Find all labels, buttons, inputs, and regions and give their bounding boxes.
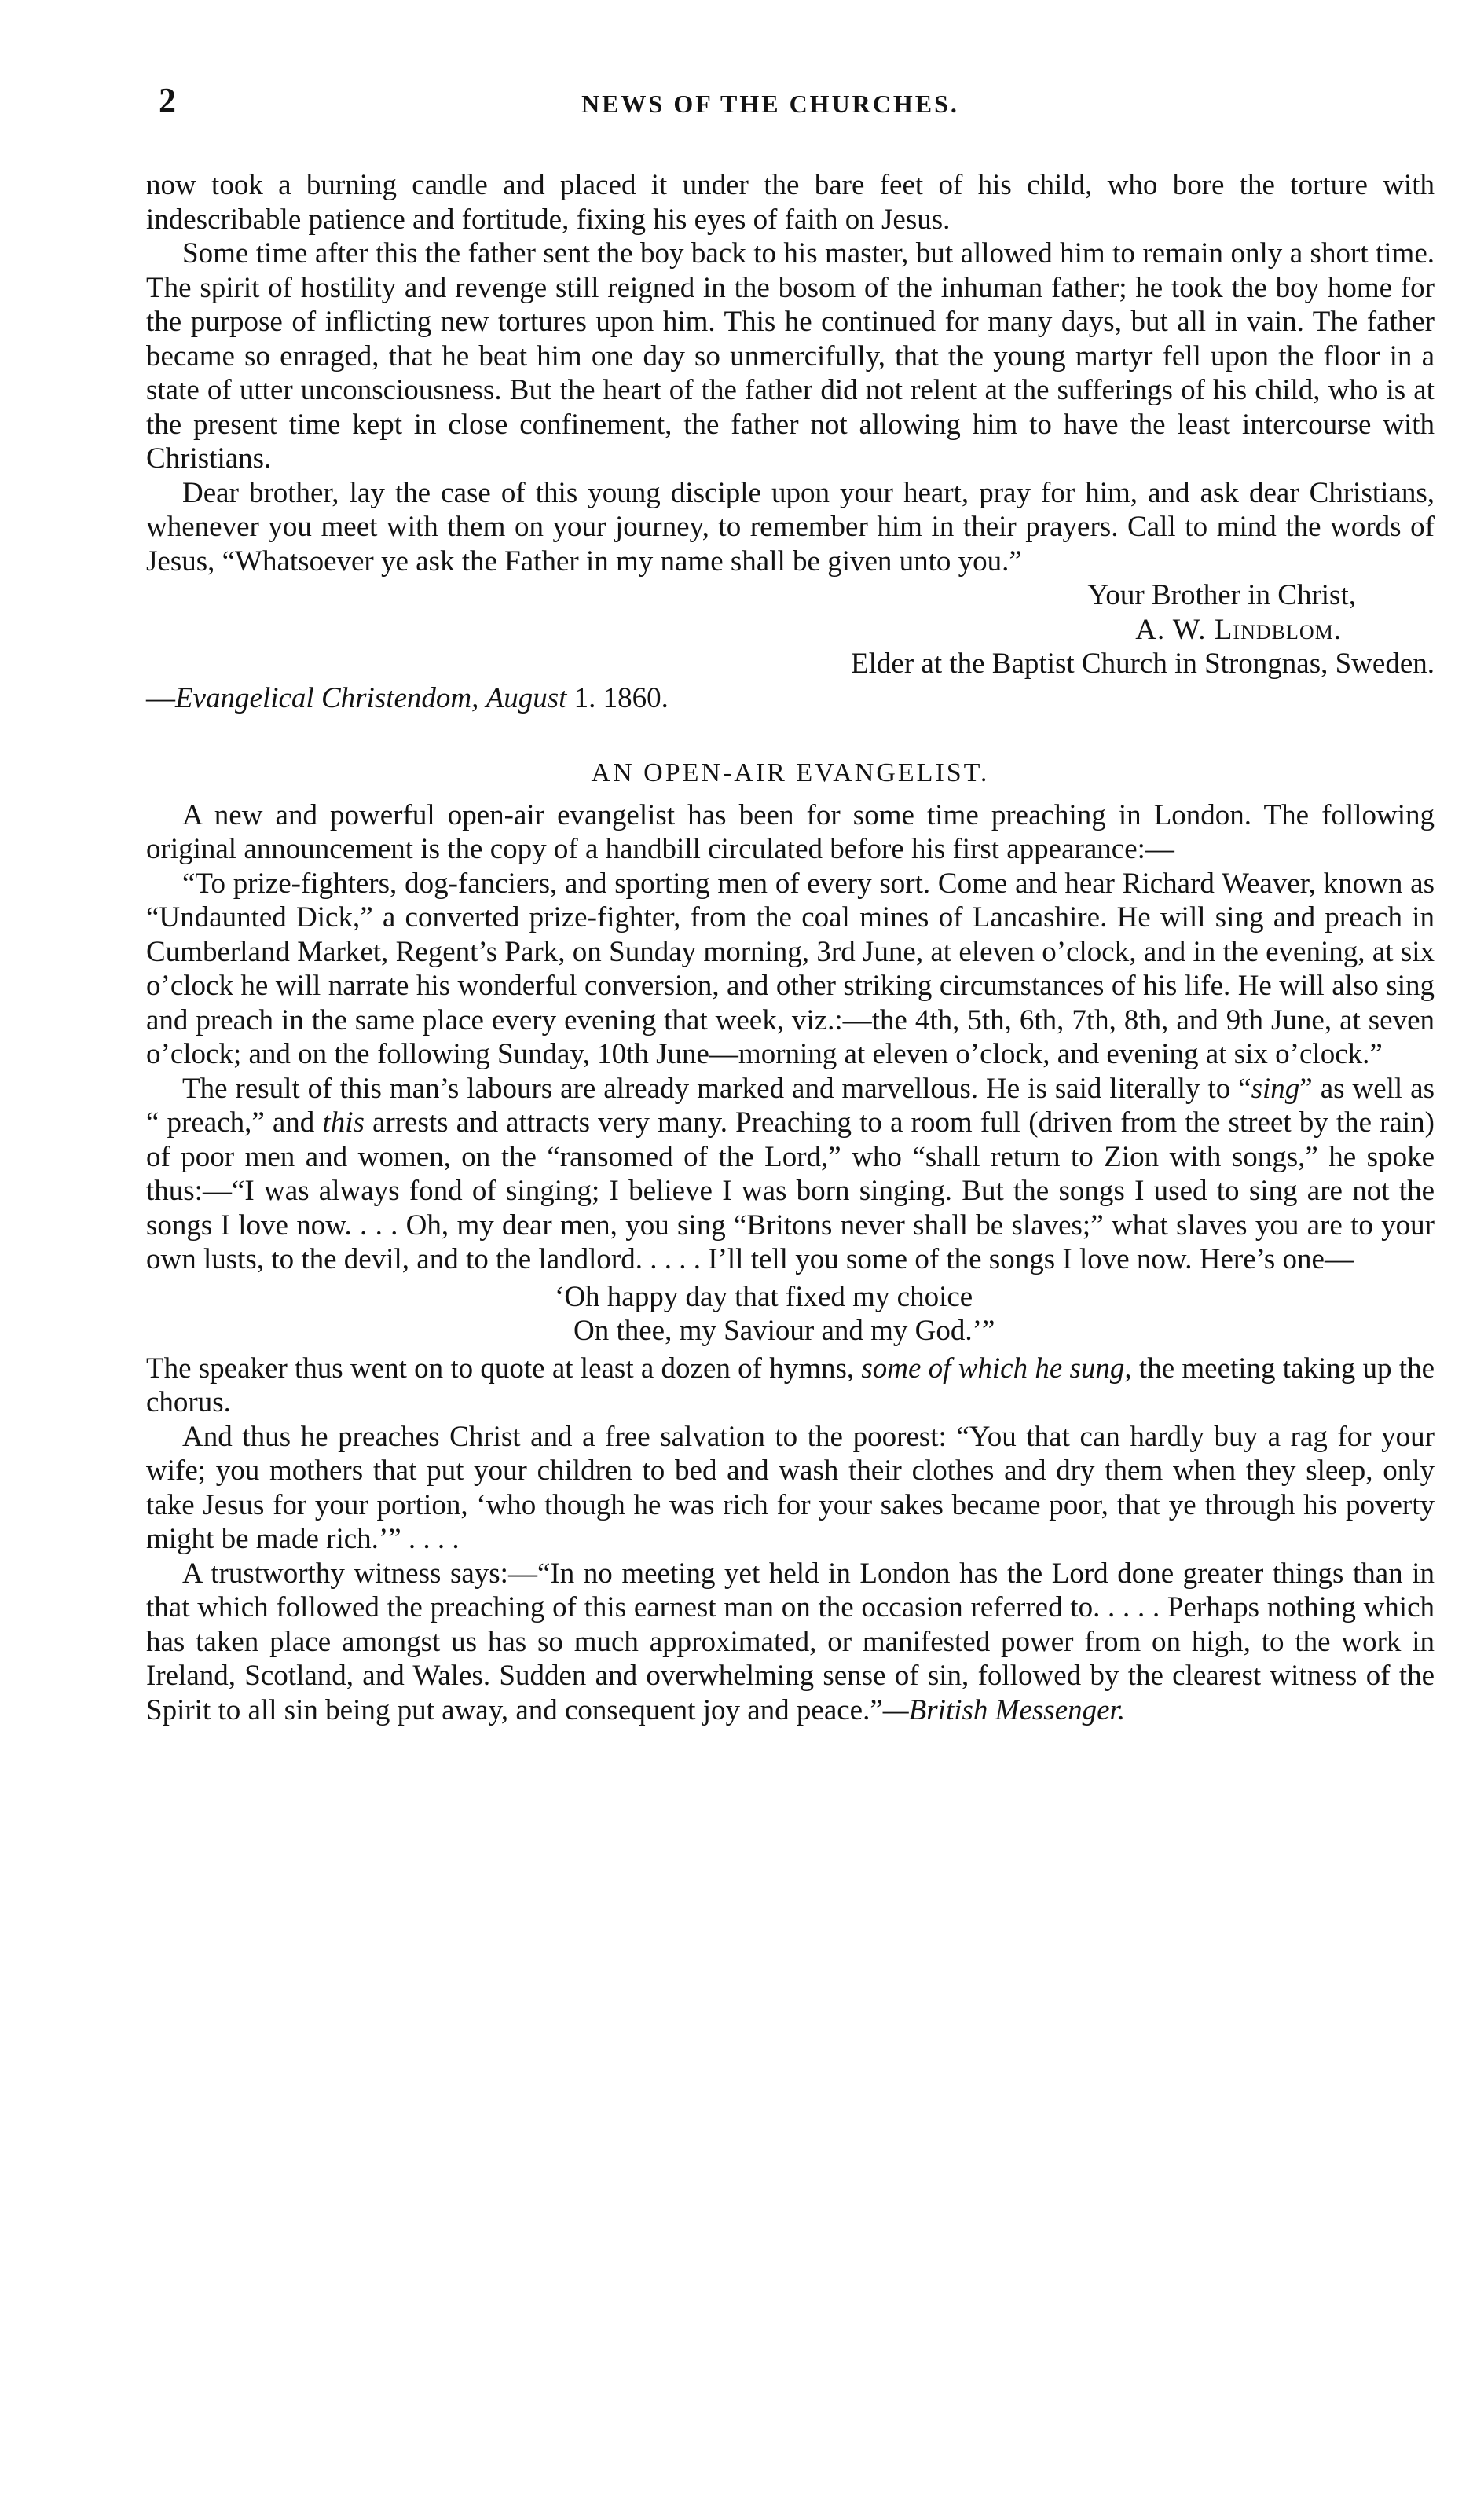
letter-signoff: Your Brother in Christ, bbox=[1087, 579, 1356, 611]
running-title: NEWS OF THE CHURCHES. bbox=[581, 90, 959, 118]
article-paragraph-6 bbox=[146, 1557, 1435, 1728]
verse-line-2: On thee, my Saviour and my God.’” bbox=[573, 1315, 995, 1347]
article-paragraph-2: “To prize-fighters, dog-fanciers, and sporting men of every sort. Come and hear Richard Weaver, known as “Undaunted Dick,” a converted prize-fighter, from the coal mines of Lancashire. He will sing and preach in Cumberland Market, Regent’s Park, on Sunday morning, 3rd June, at eleven o’clock, and in the evening, at six o’clock he will narrate his wonderful conversion, and other striking circumstances of his life. He will also sing and preach in the same place every evening that week, viz.:—the 4th, 5th, 6th, 7th, 8th, and 9th June, at seven o’clock; and on the following Sunday, 10th June—morning at eleven o’clock, and evening at six o’clock.” bbox=[146, 867, 1435, 1070]
article-title: AN OPEN-AIR EVANGELIST. bbox=[591, 758, 990, 787]
emphasis-some-of-which: some of which he sung, bbox=[861, 1352, 1132, 1385]
paragraph-4-text-b: the meeting taking up the chorus. bbox=[146, 1352, 1435, 1418]
letter-signature: A. W. Lindblom. bbox=[1135, 613, 1342, 646]
article-paragraph-1: A new and powerful open-air evangelist has been for some time preaching in London. The following original announcement is the copy of a handbill circulated before his first appearance:— bbox=[146, 798, 1435, 865]
paragraph-3-text-a: The result of this man’s labours are already marked and marvellous. He is said literally to “ bbox=[182, 1072, 1251, 1105]
source-publication: Evangelical Christendom, bbox=[175, 681, 479, 714]
article-paragraph-3 bbox=[146, 1072, 1435, 1277]
hymn-verse bbox=[146, 1280, 1435, 1348]
emphasis-this: this bbox=[322, 1106, 365, 1139]
paragraph-3-text-b: ” as well as “ preach,” and bbox=[146, 1072, 1435, 1139]
document-body bbox=[146, 168, 1435, 1727]
letter-paragraph-3: Dear brother, lay the case of this young disciple upon your heart, pray for him, and ask dear Christians, whenever you meet with them on your journey, to remember him in their prayers. Call to mind the words of Jesus, “Whatsoever ye ask the Father in my name shall be given unto you.” bbox=[146, 476, 1435, 578]
letter-paragraph-2: Some time after this the father sent the boy back to his master, but allowed him to remain only a short time. The spirit of hostility and revenge still reigned in the bosom of the inhuman father; he took the boy home for the purpose of inflicting new tortures upon him. This he continued for many days, but all in vain. The father became so enraged, that he beat him one day so unmercifully, that the young martyr fell upon the floor in a state of utter unconsciousness. But the heart of the father did not relent at the sufferings of his child, who is at the present time kept in close confinement, the father not allowing him to have the least intercourse with Christians. bbox=[146, 237, 1435, 475]
letter-paragraph-1: now took a burning candle and placed it under the bare feet of his child, who bore the torture with indescribable patience and fortitude, fixing his eyes of faith on Jesus. bbox=[146, 169, 1435, 236]
paragraph-3-text-c: arrests and attracts very many. Preaching to a room full (driven from the street by the rain) of poor men and women, on the “ransomed of the Lord,” who “shall return to Zion with songs,” he spoke thus:—“I was always fond of singing; I believe I was born singing. But the songs I used to sing are not the songs I love now. . . . Oh, my dear men, you sing “Britons never shall be slaves;” what slaves you are to your own lusts, to the devil, and to the landlord. . . . . I’ll tell you some of the songs I love now. Here’s one— bbox=[146, 1106, 1435, 1275]
source-date: 1. 1860. bbox=[566, 681, 669, 714]
article-paragraph-5: And thus he preaches Christ and a free salvation to the poorest: “You that can hardly buy a rag for your wife; you mothers that put your children to bed and wash their clothes and dry them when they sleep, only take Jesus for your portion, ‘who though he was rich for your sakes became poor, that ye through his poverty might be made rich.’” . . . . bbox=[146, 1420, 1435, 1555]
running-head bbox=[146, 79, 1394, 126]
letter-affiliation: Elder at the Baptist Church in Strongnas, Sweden. bbox=[851, 648, 1435, 680]
page-number: 2 bbox=[159, 81, 176, 119]
source-dash: — bbox=[146, 681, 175, 714]
paragraph-4-text-a: The speaker thus went on to quote at least a dozen of hymns, bbox=[146, 1352, 862, 1385]
source-month: August bbox=[486, 681, 567, 714]
emphasis-sing: sing bbox=[1251, 1072, 1300, 1105]
verse-line-1: ‘Oh happy day that fixed my choice bbox=[555, 1280, 973, 1313]
article-source-citation: —British Messenger. bbox=[882, 1693, 1126, 1726]
paragraph-6-text: A trustworthy witness says:—“In no meeting yet held in London has the Lord done greater things than in that which followed the preaching of this earnest man on the occasion referred to. . . . . Perhaps nothing which has taken place amongst us has so much approximated, or manifested power from on high, to the work in Ireland, Scotland, and Wales. Sudden and overwhelming sense of sin, followed by the clearest witness of the Spirit to all sin being put away, and consequent joy and peace.” bbox=[146, 1557, 1435, 1726]
article-paragraph-4 bbox=[146, 1352, 1435, 1420]
letter-source-citation bbox=[146, 681, 1435, 716]
